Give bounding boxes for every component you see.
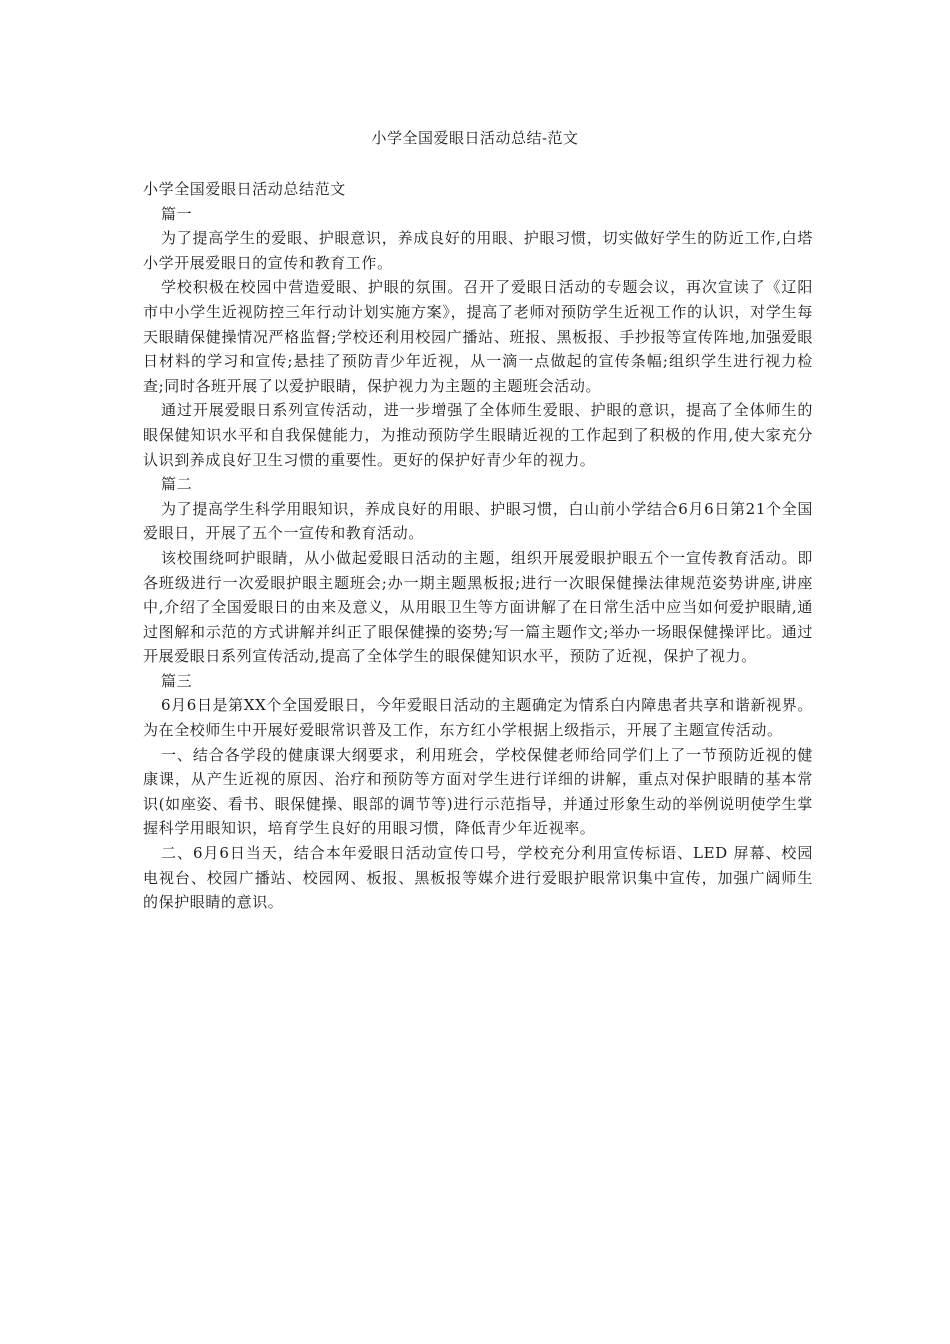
section-label: 篇一 [161,204,193,223]
document-heading: 小学全国爱眼日活动总结范文 [143,180,346,198]
document-body [143,177,813,915]
paragraph: 为了提高学生的爱眼、护眼意识，养成良好的用眼、护眼习惯，切实做好学生的防近工作,白塔小学开展爱眼日的宣传和教育工作。 [143,229,813,272]
paragraph: 为了提高学生科学用眼知识，养成良好的用眼、护眼习惯，白山前小学结合6月6日第21个全国爱眼日，开展了五个一宣传和教育活动。 [143,499,813,543]
paragraph: 学校积极在校园中营造爱眼、护眼的氛围。召开了爱眼日活动的专题会议，再次宣读了《辽阳市中小学生近视防控三年行动计划实施方案》，提高了老师对预防学生近视工作的认识，对学生每天眼睛保健操情况严格监督;学校还利用校园广播站、班报、黑板报、手抄报等宣传阵地,加强爱眼日材料的学习和宣传;悬挂了预防青少年近视，从一滴一点做起的宣传条幅;组织学生进行视力检查;同时各班开展了以爱护眼睛，保护视力为主题的主题班会活动。 [143,278,813,395]
document-title: 小学全国爱眼日活动总结-范文 [371,129,579,147]
paragraph: 该校围绕呵护眼睛，从小做起爱眼日活动的主题，组织开展爱眼护眼五个一宣传教育活动。即各班级进行一次爱眼护眼主题班会;办一期主题黑板报;进行一次眼保健操法律规范姿势讲座,讲座中,介绍了全国爱眼日的由来及意义，从用眼卫生等方面讲解了在日常生活中应当如何爱护眼睛,通过图解和示范的方式讲解并纠正了眼保健操的姿势;写一篇主题作文;举办一场眼保健操评比。通过开展爱眼日系列宣传活动,提高了全体学生的眼保健知识水平，预防了近视，保护了视力。 [143,548,813,666]
paragraph: 一、结合各学段的健康课大纲要求，利用班会，学校保健老师给同学们上了一节预防近视的健康课，从产生近视的原因、治疗和预防等方面对学生进行详细的讲解，重点对保护眼睛的基本常识(如座姿、看书、眼保健操、眼部的调节等)进行示范指导，并通过形象生动的举例说明使学生掌握科学用眼知识，培育学生良好的用眼习惯，降低青少年近视率。 [143,745,813,838]
section-label: 篇三 [161,671,193,690]
section-label: 篇二 [161,475,193,494]
paragraph: 二、6月6日当天，结合本年爱眼日活动宣传口号，学校充分利用宣传标语、LED 屏幕、校园电视台、校园广播站、校园网、板报、黑板报等媒介进行爱眼护眼常识集中宣传，加强广阔师生的保护眼睛的意识。 [143,844,813,912]
paragraph: 6月6日是第XX个全国爱眼日，今年爱眼日活动的主题确定为情系白内障患者共享和谐新视界。为在全校师生中开展好爱眼常识普及工作，东方红小学根据上级指示，开展了主题宣传活动。 [143,696,813,740]
paragraph: 通过开展爱眼日系列宣传活动，进一步增强了全体师生爱眼、护眼的意识，提高了全体师生的眼保健知识水平和自我保健能力，为推动预防学生眼睛近视的工作起到了积极的作用,使大家充分认识到养成良好卫生习惯的重要性。更好的保护好青少年的视力。 [143,401,813,469]
